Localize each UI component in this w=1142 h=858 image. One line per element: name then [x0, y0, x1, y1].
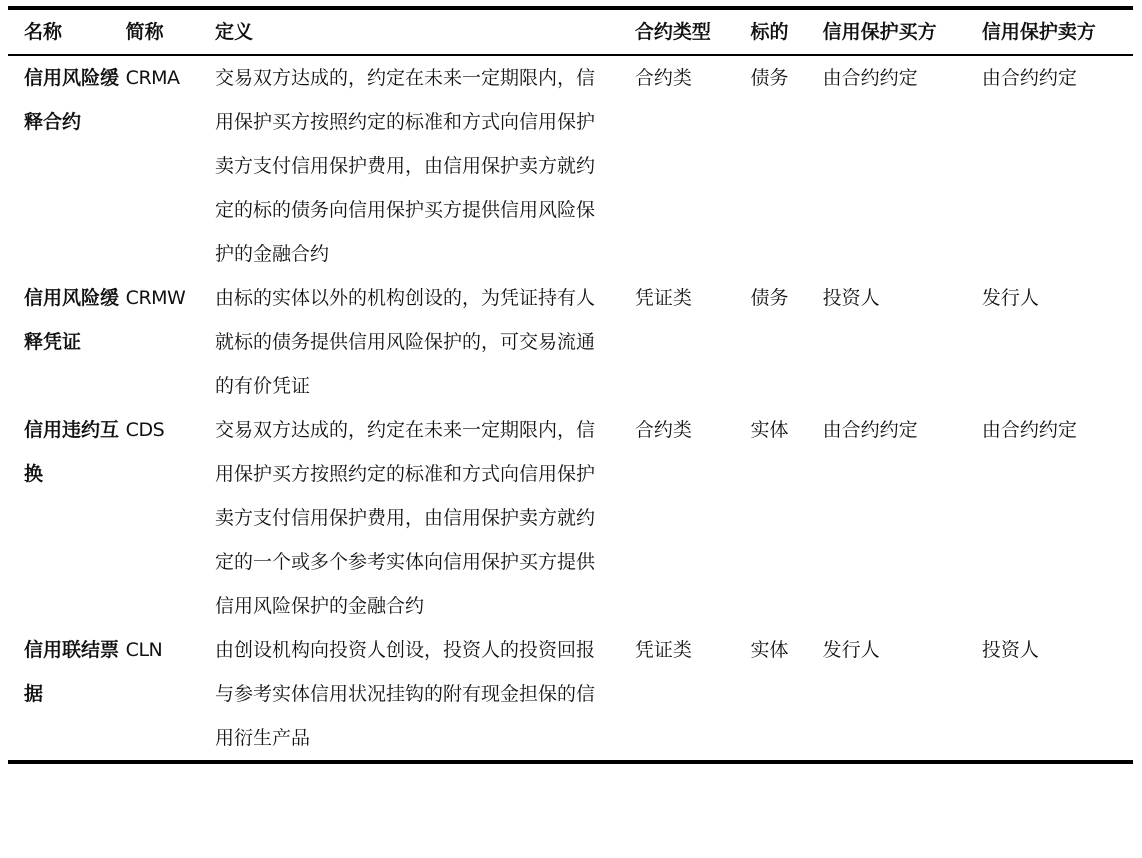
- cell-name: 信用风险缓释凭证: [24, 287, 120, 353]
- cell-name: 信用风险缓释合约: [24, 67, 120, 133]
- cell-definition: 由标的实体以外的机构创设的，为凭证持有人就标的债务提供信用风险保护的，可交易流通的有价凭证: [214, 287, 595, 397]
- cell-protection-buyer: 发行人: [822, 639, 880, 661]
- cell-definition: 交易双方达成的，约定在未来一定期限内，信用保护买方按照约定的标准和方式向信用保护卖方支付信用保护费用，由信用保护卖方就约定的标的债务向信用保护买方提供信用风险保护的金融合约: [214, 67, 595, 265]
- cell-protection-seller: 由合约约定: [981, 419, 1077, 441]
- cell-abbr: CRMW: [125, 287, 186, 309]
- cell-contract-type: 凭证类: [634, 639, 692, 661]
- cell-definition: 交易双方达成的，约定在未来一定期限内，信用保护买方按照约定的标准和方式向信用保护卖方支付信用保护费用，由信用保护卖方就约定的一个或多个参考实体向信用保护买方提供信用风险保护的金融合约: [214, 419, 595, 617]
- credit-derivatives-table: [8, 6, 1133, 764]
- cell-protection-buyer: 由合约约定: [822, 67, 918, 89]
- cell-protection-seller: 由合约约定: [981, 67, 1077, 89]
- cell-name: 信用联结票据: [24, 639, 120, 705]
- header-name: 名称: [24, 21, 63, 43]
- table-header: [8, 8, 1133, 55]
- header-definition: 定义: [214, 21, 253, 43]
- cell-contract-type: 合约类: [634, 67, 692, 89]
- cell-definition: 由创设机构向投资人创设，投资人的投资回报与参考实体信用状况挂钩的附有现金担保的信用衍生产品: [214, 639, 595, 749]
- header-abbr: 简称: [125, 21, 164, 43]
- header-protection-buyer: 信用保护买方: [822, 21, 937, 43]
- cell-underlying: 债务: [750, 287, 789, 309]
- cell-protection-buyer: 投资人: [822, 287, 880, 309]
- cell-protection-buyer: 由合约约定: [822, 419, 918, 441]
- table-row: [8, 408, 1133, 628]
- header-underlying: 标的: [750, 21, 789, 43]
- header-row: [8, 8, 1133, 55]
- cell-underlying: 债务: [750, 67, 789, 89]
- cell-abbr: CRMA: [125, 67, 180, 89]
- table-row: [8, 276, 1133, 408]
- cell-contract-type: 合约类: [634, 419, 692, 441]
- cell-name: 信用违约互换: [24, 419, 120, 485]
- table-row: [8, 628, 1133, 762]
- table-body: [8, 55, 1133, 762]
- cell-abbr: CLN: [125, 639, 163, 661]
- cell-protection-seller: 投资人: [981, 639, 1039, 661]
- cell-protection-seller: 发行人: [981, 287, 1039, 309]
- cell-contract-type: 凭证类: [634, 287, 692, 309]
- cell-abbr: CDS: [125, 419, 165, 441]
- cell-underlying: 实体: [750, 419, 789, 441]
- header-protection-seller: 信用保护卖方: [981, 21, 1096, 43]
- header-contract-type: 合约类型: [634, 21, 711, 43]
- cell-underlying: 实体: [750, 639, 789, 661]
- table-row: [8, 55, 1133, 276]
